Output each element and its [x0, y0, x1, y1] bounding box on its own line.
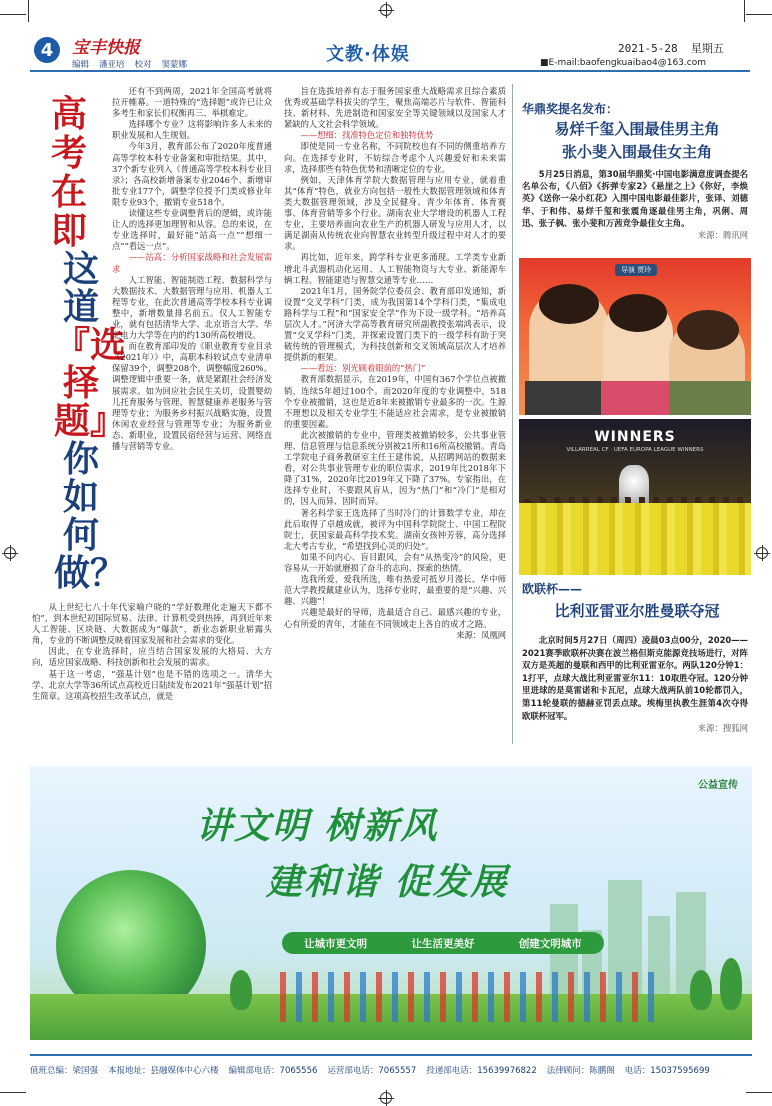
article-column-2: [284, 86, 506, 742]
footer-item: 法律顾问：陈鹏阁: [546, 1066, 615, 1076]
footer-item: 值班总编：梁国强: [30, 1066, 99, 1076]
paragraph: 2021年1月，国务院学位委员会、教育部印发通知，新设置“交叉学科”门类，成为我国第14个学科门类，“集成电路科学与工程”和“国家安全学”作为下设一级学科。“培养高层次人才。”河济大学高等教育研究所副教授张端鸿表示，设置“交叉学科”门类，并探索设置门类下的一级学科有助于突破传统的管理模式，为科技创新和交叉领域高层次人才培养提供新的框架。: [284, 285, 506, 363]
dateline: [618, 40, 724, 56]
headline-part1: 高考在即: [50, 93, 87, 252]
paragraph: 今年3月，教育部公布了2020年度普通高等学校本科专业备案和审批结果。其中，37个新专业列入《普通高等学校本科专业目录》；各高校新增备案专业2046个、新增审批专业177个，调整学位授予门类或修业年限专业93个，撤销专业518个。: [112, 141, 272, 207]
paragraph: 著名科学家王选选择了当时冷门的计算数学专业，却在此后取得了卓越成就，被评为中国科学院院士、中国工程院院士，获国家最高科学技术奖。湖南女孩钟芳蓉，高分选择北大考古专业，“希望找到心灵的归处”。: [284, 507, 506, 551]
editor-name: 潘亚培: [99, 60, 125, 70]
actor-hair: [677, 310, 739, 350]
movie-poster-image: [519, 258, 751, 415]
footer-item: 投递部电话：15639976822: [426, 1066, 537, 1076]
football-celebration-image: [519, 419, 751, 575]
players-yellow-kits: [519, 503, 751, 575]
proof-name: 窦蒙娜: [161, 60, 188, 70]
crop-mark: [746, 1092, 772, 1093]
header-rule: [30, 70, 750, 72]
paragraph: 例如，天津体育学院大数据管理与应用专业，就着重其“体育”特色，就业方向包括一般性大数据管理领域和体育类大数据管理领域，涉及全民健身、青少年体育、体育赛事、体育营销等多个行业。湖南农业大学增设的机器人工程专业，主要培养面向农业生产的机器人研发与应用人才，以满足湖南从传统农业向智慧农业转型升级过程中对人才的要求。: [284, 174, 506, 252]
paragraph: 此次被撤销的专业中，管理类被撤销较多，公共事业管理、信息管理与信息系统分别被21所和16所高校撤销。青岛工学院电子商务教研室主任王建伟说，从招聘网站的数据来看，对公共事业管理专业的职位需求，2019年比2018年下降了31%，2020年比2019年又下降了37%。专家指出，在选择专业时，不要跟风盲从，因为“热门”和“冷门”是相对的，因人而异、因时而异。: [284, 429, 506, 507]
registration-mark: [4, 547, 16, 559]
banner-slogan: [282, 932, 604, 954]
tree-icon: [230, 970, 252, 1010]
slogan-1: 让城市更文明: [304, 937, 368, 950]
tree-icon: [690, 970, 712, 1010]
paragraph: 即使是同一专业名称，不同院校也有不同的侧重培养方向。在选择专业时，不妨综合考虑个人兴趣爱好和未来需求，选择那些有特色优势和清晰定位的专业。: [284, 141, 506, 174]
people-silhouettes: [280, 972, 660, 1022]
clothing: [669, 381, 751, 415]
winners-banner-subtext: VILLARREAL CF · UEFA EUROPA LEAGUE WINNERS: [566, 447, 704, 453]
footer-item: 运营部电话：7065557: [327, 1066, 417, 1076]
paragraph: 再比如，近年来，跨学科专业更多涌现。工学类专业新增北斗武器机动化运用、人工智能物资与大专业、新能源车辆工程、智能建造与智慧交通等专业……: [284, 252, 506, 285]
banner-line1: 讲文明 树新风: [196, 806, 439, 847]
crop-mark: [746, 14, 772, 15]
paragraph: 北京时间5月27日（周四）凌晨03点00分，2020——2021赛季欧联杯决赛在波兰格但斯克能源竞技场进行，对阵双方是英超的曼联和西甲的比利亚雷亚尔。两队120分钟1：1打平，点球大战比利亚雷亚尔11：10取胜夺冠。120分钟里进球的是莫雷诺和卡瓦尼，点球大战两队前10轮都罚入，第11轮曼联的德赫亚罚丢点球。埃梅里执教生涯第4次夺得欧联杯冠军。: [522, 635, 748, 721]
section-title: 文教·体娱: [326, 44, 410, 65]
headline-part2: [54, 248, 127, 594]
slogan-3: 创建文明城市: [518, 937, 582, 950]
paragraph: 读懂这些专业调整背后的逻辑，或许能让人的选择更加理智和从容。总的来说，在专业选择时，最好能“站高一点”“想细一点”“看远一点”。: [112, 208, 272, 252]
proof-label: 校对: [134, 60, 152, 70]
paragraph: 还有不到两周，2021年全国高考就将拉开帷幕。一道特殊的“选择题”或许已让众多考生和家长们权衡再三、举棋难定。: [112, 86, 272, 119]
award-headline-line1: 易烊千玺入围最佳男主角: [554, 120, 720, 138]
banner-tag: 公益宣传: [698, 780, 738, 791]
paragraph: 人工智能、智能制造工程、数据科学与大数据技术、大数据管理与应用、机器人工程等专业，在此次普通高等学校本科专业调整中，新增数量排名前五。仅人工智能专业，就有包括清华大学、北京语言大学、华北电力大学等在内的约130所高校增设。: [112, 274, 272, 341]
paragraph: 因此，在专业选择时，应当结合国家发展的大格局、大方向，适应国家战略、科技创新和社会发展的需求。: [32, 646, 272, 668]
subheading: ——想细：找准特色定位和独特优势: [300, 130, 434, 141]
award-headline-line2: 张小斐入围最佳女主角: [561, 143, 712, 161]
article-column-1: [112, 86, 272, 600]
headline-part2-red: 『选择题』: [54, 324, 127, 442]
award-headline: [522, 118, 752, 164]
paragraph: 5月25日消息，第30届华鼎奖·中国电影满意度调查提名名单公布，《八佰》《拆弹专家2》《悬崖之上》《你好，李焕英》《送你一朵小红花》入围中国电影最佳影片，张译、刘德华、于和伟、易烊千玺和张震角逐最佳男主角，巩俐、周迅、张子枫、张小斐和万茜竞争最佳女主角。: [522, 169, 748, 228]
actor-hair: [539, 284, 599, 324]
clothing: [525, 381, 611, 415]
registration-mark: [756, 547, 768, 559]
date: 2021-5-28: [618, 42, 678, 55]
registration-mark: [380, 1092, 392, 1104]
crop-mark: [0, 1092, 26, 1093]
subheading: ——看远：别光顾着眼前的“热门”: [300, 363, 426, 374]
paragraph: 选择哪个专业？这将影响许多人未来的职业发展和人生规划。: [112, 119, 272, 141]
article-source: 来源：凤凰网: [456, 629, 506, 640]
award-article: [522, 168, 748, 241]
tree-icon: [720, 958, 742, 1010]
headline-part2-a: 这道: [62, 248, 99, 328]
europa-headline: 比利亚雷亚尔胜曼联夺冠: [554, 602, 720, 620]
paragraph: 基于这一考虑，“强基计划”也是不错的选项之一。清华大学、北京大学等36所试点高校近日陆续发布2021年“强基计划”招生简章。这项高校招生改革试点，就是: [32, 668, 272, 701]
email-line: ■E-mail:baofengkuaibao4@163.com: [540, 58, 706, 68]
paragraph: 如果不问内心、盲目跟风，会有“从热变冷”的风险，更容易从一开始就磨损了奋斗的志向、探索的热情。: [284, 551, 506, 574]
editor-line: [72, 58, 197, 70]
paper-logo: 宝丰快报: [72, 38, 140, 58]
weekday: 星期五: [690, 42, 724, 55]
paragraph: 从上世纪七八十年代家喻户晓的“学好数理化走遍天下都不怕”，到本世纪初国际贸易、法律、计算机受到热捧，再到近年来人工智能、区块链、大数据成为“爆款”，新业态新职业崭露头角，专业的不断调整反映着国家发展和社会需求的变化。: [32, 602, 272, 646]
award-label: 华鼎奖提名发布：: [522, 102, 619, 116]
winners-banner-text: WINNERS: [594, 429, 676, 445]
footer-item: 编辑部电话：7065556: [228, 1066, 318, 1076]
clothing: [601, 381, 675, 415]
banner-line2: 建和谐 促发展: [266, 862, 509, 903]
public-service-banner: [30, 766, 752, 1040]
europa-article: [522, 634, 748, 735]
paragraph: 选我所爱，爱我所选，唯有热爱可抵岁月漫长。华中师范大学教授戴建业认为，选择专业时，最重要的是“兴趣、兴趣、兴趣”！: [284, 574, 506, 607]
slogan-2: 让生活更美好: [411, 937, 475, 950]
paragraph: 兴趣是最好的导师，选最适合自己、最感兴趣的专业，心有所爱的青年，才能在不同领域走上各自的成才之路。: [284, 607, 506, 629]
paragraph: 旨在选拔培养有志于服务国家重大战略需求且综合素质优秀或基础学科拔尖的学生，聚焦高端芯片与软件、智能科技、新材料、先进制造和国家安全等关键领域以及国家人才紧缺的人文社会科学领域。: [284, 86, 506, 130]
actor-hair: [609, 294, 667, 332]
article-wide-block: [32, 602, 272, 740]
crop-mark: [744, 0, 745, 22]
subheading: ——站高：分析国家战略和社会发展需求: [112, 252, 272, 274]
footer-item: 本报地址：县融媒体中心六楼: [108, 1066, 219, 1076]
footer: [30, 1054, 752, 1076]
editor-label: 编辑: [72, 60, 90, 70]
crop-mark: [28, 0, 29, 22]
page-number: 4: [34, 37, 60, 63]
paragraph: 教育部数据显示，在2019年，中国有367个学位点被撤销，连续5年超过100个。而2020年度的专业调整中，518个专业被撤销，这也是近8年来被撤销专业最多的一次。生源不理想以及相关专业学生不能适应社会需求，是专业被撤销的重要因素。: [284, 374, 506, 429]
europa-source: 来源：搜狐网: [697, 723, 748, 734]
award-source: 来源：腾讯网: [697, 230, 748, 241]
registration-mark: [380, 4, 392, 16]
footer-item: 电话：15037595699: [624, 1066, 710, 1076]
crop-mark: [0, 14, 26, 15]
europa-label: 欧联杯——: [522, 582, 583, 596]
column-divider: [512, 84, 513, 744]
poster-director-tag: 导演 贾玲: [615, 264, 657, 276]
paragraph: 而在教育部印发的《职业教育专业目录（2021年）》中，高职本科较试点专业清单保留39个，调整208个，调整幅度260%。调整逻辑中重要一条，就是紧跟社会经济发展需求。如为回应社会民生关切，设置婴幼儿托育服务与管理、智慧健康养老服务与管理等专业；为服务乡村振兴战略实施，设置休闲农业经营与管理等专业；为服务新业态、新职业，设置民宿经营与运营、网络直播与营销等专业。: [112, 341, 272, 451]
headline-part2-b: 你如何做？: [54, 438, 127, 594]
